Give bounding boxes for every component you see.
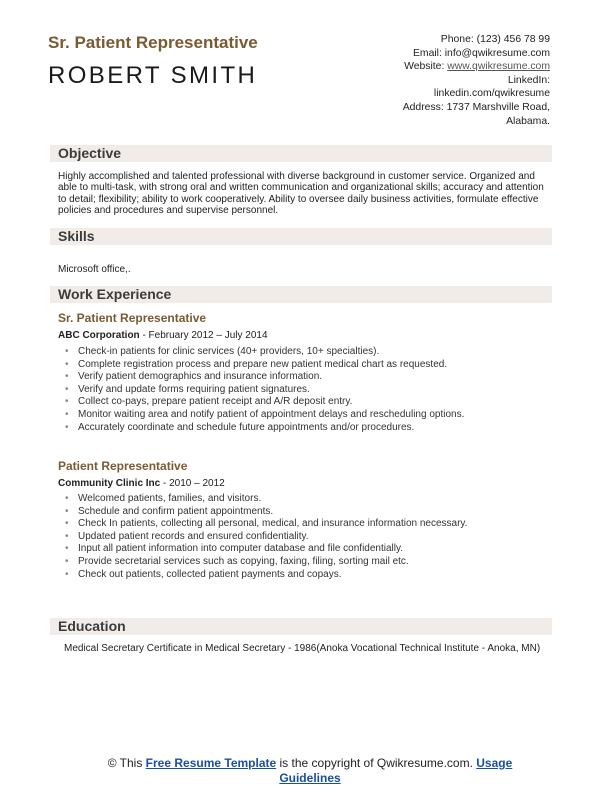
list-item: • Welcomed patients, families, and visitors. <box>62 493 542 506</box>
job-title: Sr. Patient Representative <box>48 33 258 52</box>
skills-text: Microsoft office,. <box>58 264 131 275</box>
list-item: • Check In patients, collecting all personal, medical, and insurance information necessary. <box>62 518 542 531</box>
list-item: • Updated patient records and ensured confidentiality. <box>62 531 542 544</box>
list-item: • Schedule and confirm patient appointments. <box>62 506 542 519</box>
list-item: • Complete registration process and prepare new patient medical chart as requested. <box>62 359 542 372</box>
phone-line: Phone: (123) 456 78 99 <box>440 34 550 45</box>
copyright-footer <box>80 756 540 786</box>
job-company-line <box>58 330 268 341</box>
list-item: • Accurately coordinate and schedule future appointments and/or procedures. <box>62 422 542 435</box>
list-item: • Provide secretarial services such as copying, faxing, filing, sorting mail etc. <box>62 556 542 569</box>
job-role: Sr. Patient Representative <box>58 311 207 325</box>
education-heading: Education <box>50 618 552 635</box>
list-item: • Collect co-pays, prepare patient receipt and A/R deposit entry. <box>62 396 542 409</box>
address-line-1: Address: 1737 Marshville Road, <box>402 101 550 113</box>
objective-heading: Objective <box>50 145 552 162</box>
contact-block <box>350 33 550 128</box>
job-dates: - February 2012 – July 2014 <box>139 330 268 341</box>
objective-text: Highly accomplished and talented professional with diverse background in customer service. Organized and able to multi-task, with strong oral and written communication and organizational skills; accuracy and attention to detail; flexibility; ability to work cooperatively. Ability to oversee daily business activities, formulate effective policies and procedures and supervise personnel. <box>58 171 544 217</box>
resume-header <box>0 0 612 130</box>
email-line: Email: info@qwikresume.com <box>412 47 550 59</box>
job-duties-list <box>62 493 542 581</box>
list-item: • Input all patient information into computer database and file confidentially. <box>62 543 542 556</box>
website-label: Website: <box>404 61 445 73</box>
job-duties-list <box>62 346 542 434</box>
website-link[interactable]: www.qwikresume.com <box>447 61 550 73</box>
usage-guidelines-link[interactable]: Usage Guidelines <box>279 756 513 785</box>
footer-middle: is the copyright of Qwikresume.com. <box>276 756 477 770</box>
candidate-name: ROBERT SMITH <box>48 62 258 89</box>
linkedin-value: linkedin.com/qwikresume <box>433 88 550 100</box>
address-line-2: Alabama. <box>506 115 550 127</box>
list-item: • Verify and update forms requiring patient signatures. <box>62 384 542 397</box>
education-text: Medical Secretary Certificate in Medical Secretary - 1986(Anoka Vocational Technical Institute - Anoka, MN) <box>64 643 541 654</box>
footer-prefix: © This <box>107 756 146 770</box>
job-dates: - 2010 – 2012 <box>160 478 225 489</box>
free-resume-template-link[interactable]: Free Resume Template <box>145 756 277 770</box>
job-company-line <box>58 478 225 489</box>
list-item: • Verify patient demographics and insurance information. <box>62 371 542 384</box>
list-item: • Check out patients, collected patient payments and copays. <box>62 569 542 582</box>
website-line <box>350 60 550 74</box>
work-experience-heading: Work Experience <box>50 286 552 303</box>
list-item: • Monitor waiting area and notify patient of appointment delays and rescheduling options. <box>62 409 542 422</box>
skills-heading: Skills <box>50 228 552 245</box>
linkedin-label: LinkedIn: <box>507 74 550 86</box>
company-name: Community Clinic Inc <box>58 478 161 489</box>
list-item: • Check-in patients for clinic services (40+ providers, 10+ specialties). <box>62 346 542 359</box>
company-name: ABC Corporation <box>58 330 140 341</box>
job-role: Patient Representative <box>58 459 188 473</box>
